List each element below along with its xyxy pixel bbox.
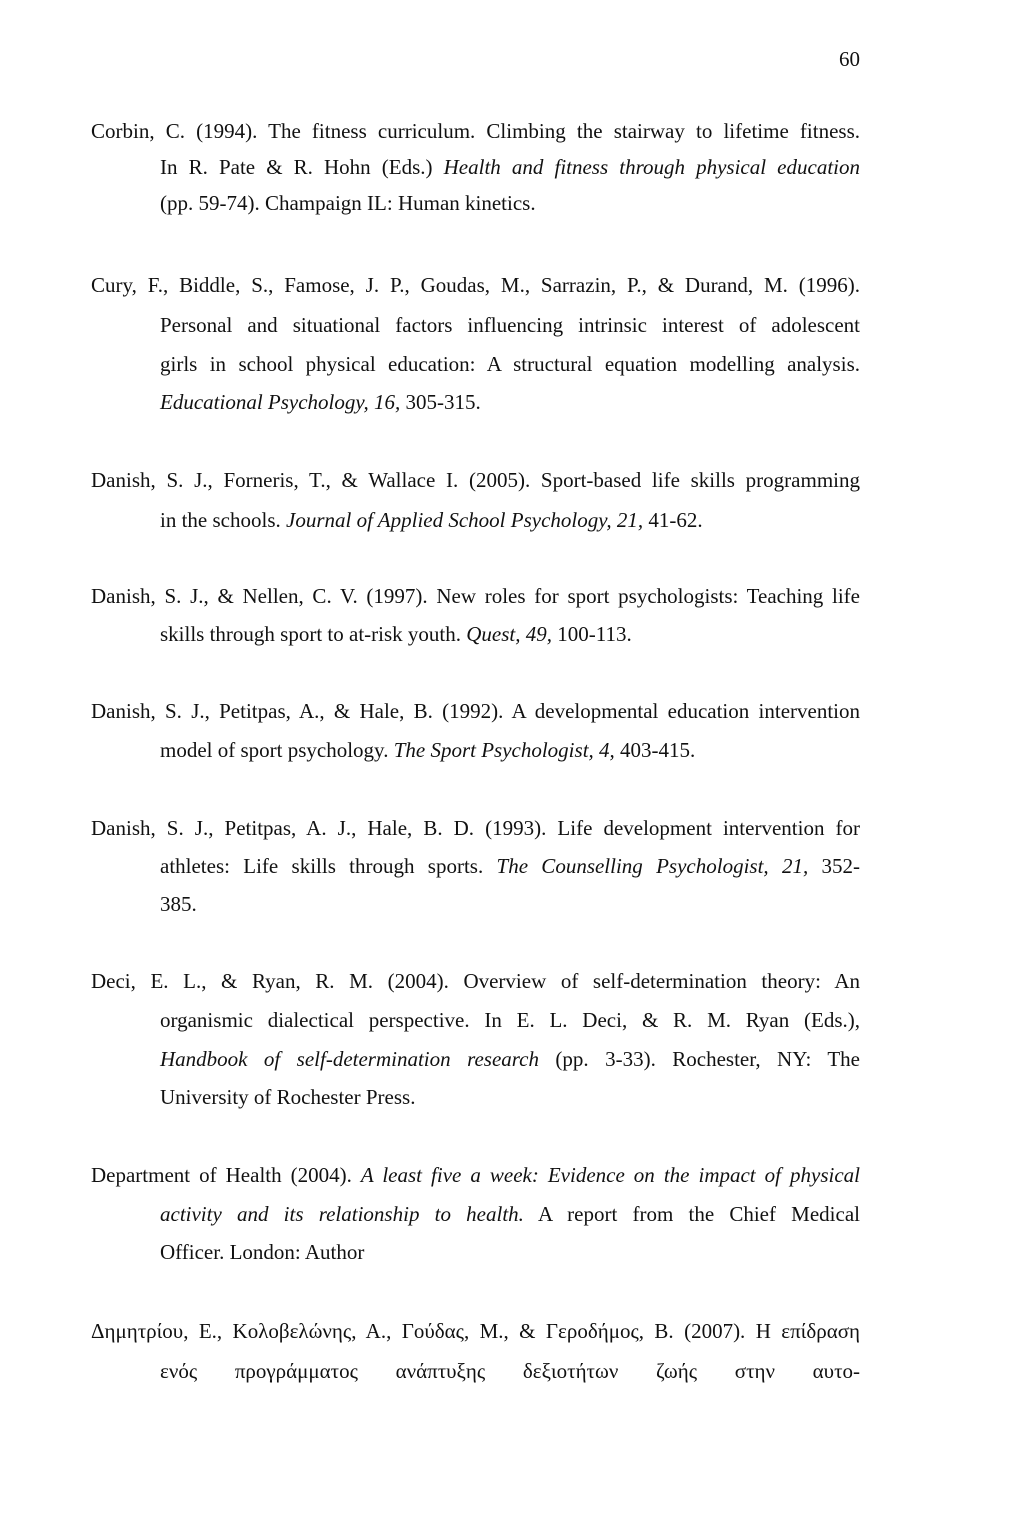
journal-title: Journal of Applied School Psychology, 21, <box>286 508 644 532</box>
reference-line: In R. Pate & R. Hohn (Eds.) Health and fitness through physical education <box>160 155 860 179</box>
report-title: A least five a week: Evidence on the impact of physical <box>360 1163 860 1187</box>
reference-line: Cury, F., Biddle, S., Famose, J. P., Goudas, M., Sarrazin, P., & Durand, M. (1996). <box>91 273 860 297</box>
reference-line: Handbook of self-determination research (pp. 3-33). Rochester, NY: The <box>160 1047 860 1071</box>
reference-line: Educational Psychology, 16, 305-315. <box>160 390 481 414</box>
reference-line: model of sport psychology. The Sport Psychologist, 4, 403-415. <box>160 738 696 762</box>
journal-title: The Sport Psychologist, 4, <box>393 738 615 762</box>
reference-line: Danish, S. J., Petitpas, A. J., Hale, B. D. (1993). Life development intervention for <box>91 816 860 840</box>
report-title: activity and its relationship to health. <box>160 1202 524 1226</box>
reference-line: Danish, S. J., Petitpas, A., & Hale, B. (1992). A developmental education intervention <box>91 699 860 723</box>
reference-line: athletes: Life skills through sports. The Counselling Psychologist, 21, 352- <box>160 854 861 878</box>
reference-line: 385. <box>160 892 197 916</box>
book-title: Handbook of self-determination research <box>160 1047 539 1071</box>
reference-line: girls in school physical education: A structural equation modelling analysis. <box>160 352 860 376</box>
reference-line: Danish, S. J., & Nellen, C. V. (1997). New roles for sport psychologists: Teaching life <box>91 584 860 608</box>
reference-line: Δημητρίου, Ε., Κολοβελώνης, Α., Γούδας, Μ., & Γεροδήμος, Β. (2007). Η επίδραση <box>91 1319 860 1343</box>
reference-line: activity and its relationship to health. A report from the Chief Medical <box>160 1202 860 1226</box>
reference-line: Department of Health (2004). A least five a week: Evidence on the impact of physical <box>91 1163 860 1187</box>
reference-line: Danish, S. J., Forneris, T., & Wallace I. (2005). Sport-based life skills programming <box>91 468 860 492</box>
journal-title: The Counselling Psychologist, 21, <box>496 854 809 878</box>
reference-line: organismic dialectical perspective. In E. L. Deci, & R. M. Ryan (Eds.), <box>160 1008 860 1032</box>
journal-title: Educational Psychology, 16, <box>160 390 401 414</box>
reference-line: in the schools. Journal of Applied School Psychology, 21, 41-62. <box>160 508 703 532</box>
journal-title: Quest, 49, <box>466 622 552 646</box>
reference-line: Corbin, C. (1994). The fitness curriculum. Climbing the stairway to lifetime fitness. <box>91 119 860 143</box>
reference-line: Personal and situational factors influencing intrinsic interest of adolescent <box>160 313 860 337</box>
page-number: 60 <box>839 47 860 71</box>
reference-line: Deci, E. L., & Ryan, R. M. (2004). Overview of self-determination theory: An <box>91 969 860 993</box>
reference-line: University of Rochester Press. <box>160 1085 416 1109</box>
reference-line: ενός προγράμματος ανάπτυξης δεξιοτήτων ζωής στην αυτο- <box>160 1359 860 1383</box>
reference-line: Officer. London: Author <box>160 1240 365 1264</box>
reference-line: (pp. 59-74). Champaign IL: Human kinetics. <box>160 191 536 215</box>
book-title: Health and fitness through physical education <box>443 155 860 179</box>
reference-line: skills through sport to at-risk youth. Quest, 49, 100-113. <box>160 622 632 646</box>
